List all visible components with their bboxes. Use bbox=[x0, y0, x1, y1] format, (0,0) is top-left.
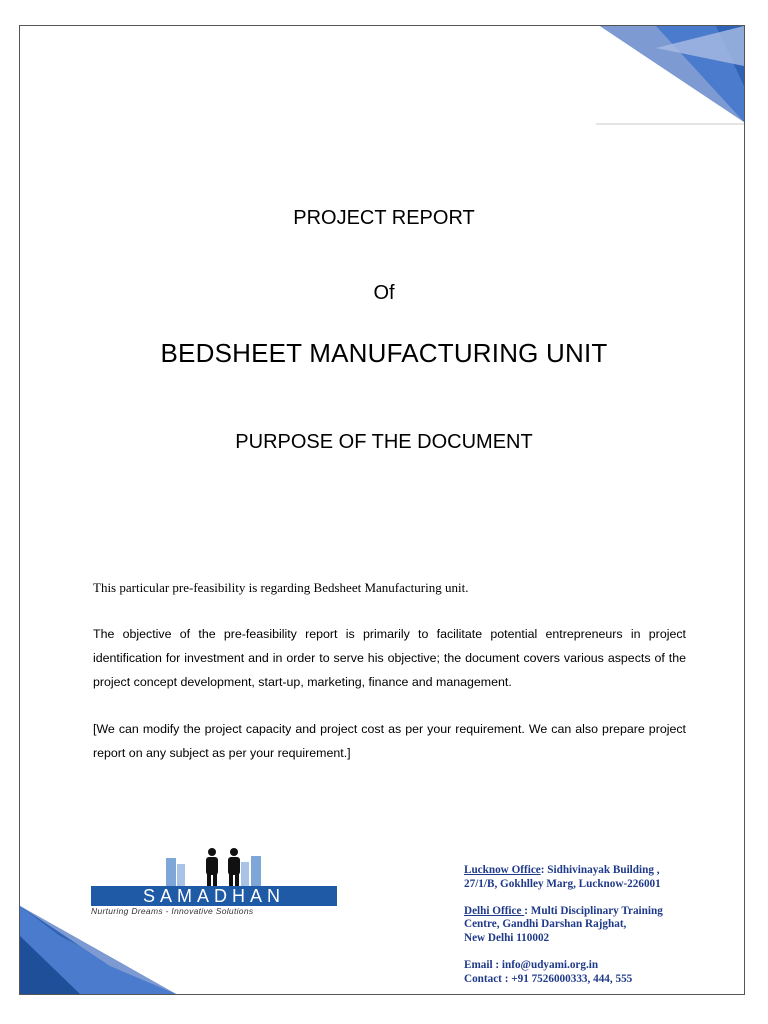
logo-wordmark: SAMADHAN bbox=[91, 886, 337, 906]
logo-tagline: Nurturing Dreams - Innovative Solutions bbox=[91, 906, 254, 916]
delhi-address-line1: : Multi Disciplinary Training bbox=[524, 904, 663, 917]
corner-decoration-top-right bbox=[596, 26, 744, 126]
delhi-address-line3: New Delhi 110002 bbox=[464, 931, 550, 944]
lucknow-office-label: Lucknow Office bbox=[464, 864, 541, 876]
paragraph-note: [We can modify the project capacity and project cost as per your requirement. We can also prepare project report on any subject as per your requirement.] bbox=[93, 722, 686, 760]
delhi-address-line2: Centre, Gandhi Darshan Rajghat, bbox=[464, 918, 627, 931]
samadhan-logo bbox=[91, 846, 339, 916]
contact-email: Email : info@udyami.org.in bbox=[464, 959, 599, 972]
report-title-of: Of bbox=[373, 282, 395, 304]
section-heading: PURPOSE OF THE DOCUMENT bbox=[235, 431, 533, 453]
corner-decoration-bottom-left bbox=[20, 906, 176, 994]
contact-block bbox=[464, 864, 734, 986]
delhi-office-label: Delhi Office bbox=[464, 904, 525, 917]
lucknow-address-line2: 27/1/B, Gokhlley Marg, Lucknow-226001 bbox=[464, 877, 661, 890]
lucknow-address-line1: : Sidhivinayak Building , bbox=[540, 864, 660, 876]
paragraph-intro: This particular pre-feasibility is regarding Bedsheet Manufacturing unit. bbox=[93, 580, 469, 595]
skyline-people-icon bbox=[91, 846, 339, 886]
contact-phone: Contact : +91 7526000333, 444, 555 bbox=[464, 972, 633, 985]
report-title: PROJECT REPORT bbox=[293, 207, 475, 229]
report-subject: BEDSHEET MANUFACTURING UNIT bbox=[160, 338, 608, 368]
paragraph-objective: The objective of the pre-feasibility report is primarily to facilitate potential entrepreneurs in project identification for investment and in order to serve his objective; the document covers various aspects of the project concept development, start-up, marketing, finance and management. bbox=[93, 627, 686, 689]
